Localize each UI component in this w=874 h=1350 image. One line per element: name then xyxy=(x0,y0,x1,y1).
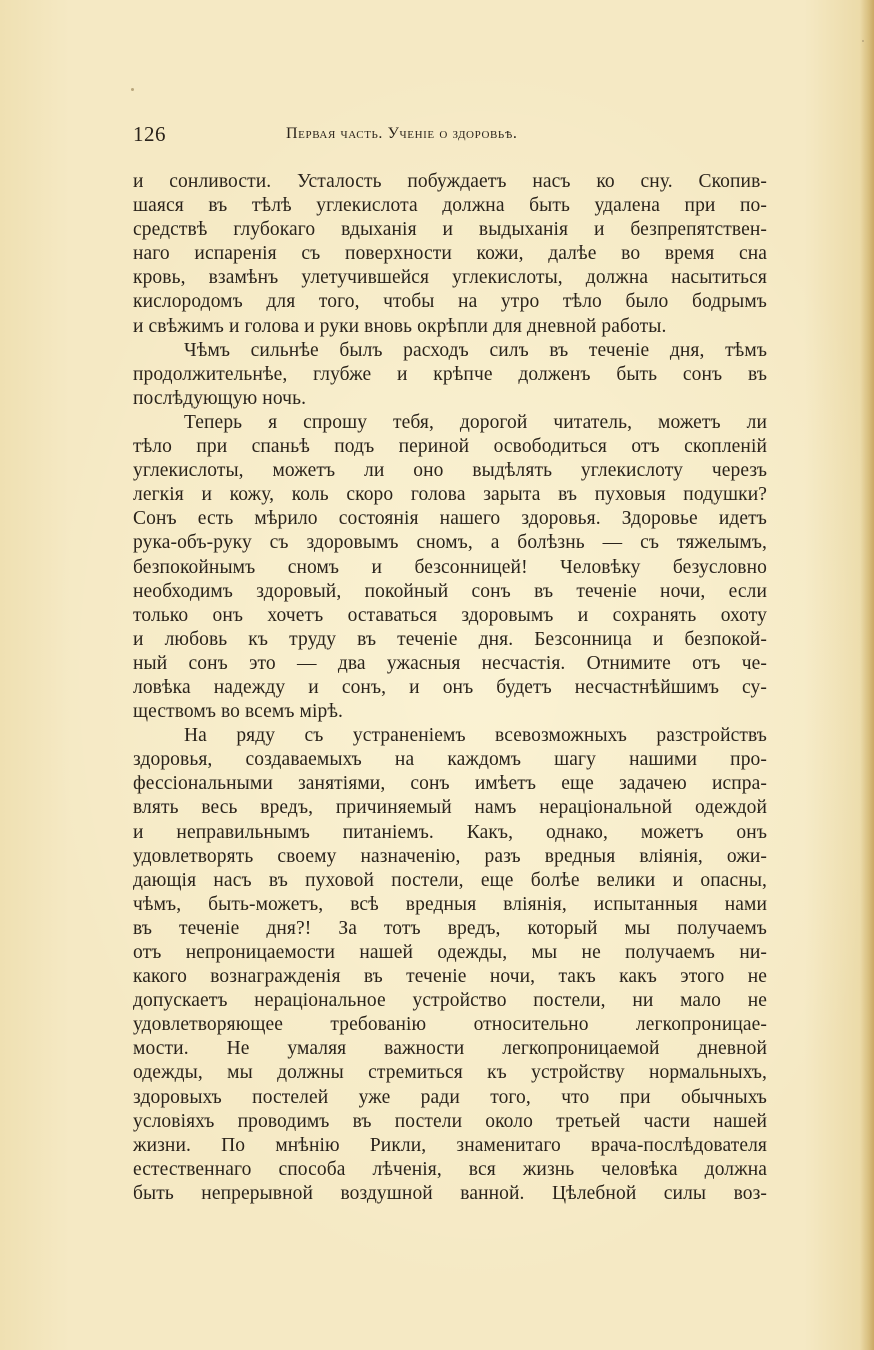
text-line: ловѣка надежду и сонъ, и онъ будетъ несчастнѣйшимъ су- xyxy=(133,676,767,698)
running-head: Первая часть. Ученіе о здоровьѣ. xyxy=(286,125,518,142)
text-line: и неправильнымъ питаніемъ. Какъ, однако, можетъ онъ xyxy=(133,821,767,843)
paper-speck xyxy=(862,40,864,42)
text-line: необходимъ здоровый, покойный сонъ въ теченіе ночи, если xyxy=(133,580,767,602)
text-line: Сонъ есть мѣрило состоянія нашего здоровья. Здоровье идетъ xyxy=(133,508,767,530)
text-line: здоровыхъ постелей уже ради того, что при обычныхъ xyxy=(133,1086,767,1108)
text-line: тѣло при спаньѣ подъ периной освободиться отъ скопленій xyxy=(133,436,767,458)
text-line: естественнаго способа лѣченія, вся жизнь человѣка должна xyxy=(133,1158,767,1180)
text-line: ный сонъ это — два ужасныя несчастія. Отнимите отъ че- xyxy=(133,652,767,674)
text-line: На ряду съ устраненіемъ всевозможныхъ разстройствъ xyxy=(184,725,767,747)
text-line: одежды, мы должны стремиться къ устройству нормальныхъ, xyxy=(133,1062,767,1084)
paper-speck xyxy=(131,88,134,91)
text-line: и любовь къ труду въ теченіе дня. Безсонница и безпокой- xyxy=(133,628,767,650)
text-line: Чѣмъ сильнѣе былъ расходъ силъ въ теченіе дня, тѣмъ xyxy=(184,339,767,361)
text-line: дающія насъ въ пуховой постели, еще болѣе велики и опасны, xyxy=(133,869,767,891)
text-line: углекислоты, можетъ ли оно выдѣлять углекислоту черезъ xyxy=(133,460,767,482)
text-line: наго испаренія съ поверхности кожи, далѣе во время сна xyxy=(133,243,767,265)
text-line: удовлетворять своему назначенію, разъ вредныя вліянія, ожи- xyxy=(133,845,767,867)
text-line: жизни. По мнѣнію Рикли, знаменитаго врача-послѣдователя xyxy=(133,1134,767,1156)
text-line: влять весь вредъ, причиняемый намъ нераціональной одеждой xyxy=(133,797,767,819)
text-line: допускаетъ нераціональное устройство постели, ни мало не xyxy=(133,990,767,1012)
text-line: и сонливости. Усталость побуждаетъ насъ ко сну. Скопив- xyxy=(133,171,767,192)
text-line: шаяся въ тѣлѣ углекислота должна быть удалена при по- xyxy=(133,195,767,217)
text-line: ществомъ во всемъ мірѣ. xyxy=(133,701,343,723)
page-header xyxy=(133,122,767,148)
text-line: здоровья, создаваемыхъ на каждомъ шагу нашими про- xyxy=(133,749,767,771)
text-line: средствѣ глубокаго вдыханія и выдыханія и безпрепятствен- xyxy=(133,219,767,241)
text-line: и свѣжимъ и голова и руки вновь окрѣпли для дневной работы. xyxy=(133,315,667,337)
page-edge-shadow xyxy=(860,0,874,1350)
text-line: Теперь я спрошу тебя, дорогой читатель, можетъ ли xyxy=(184,411,767,433)
body-text xyxy=(133,170,767,1206)
text-line: кровь, взамѣнъ улетучившейся углекислоты, должна насытиться xyxy=(133,267,767,289)
page-number: 126 xyxy=(133,122,166,146)
text-line: чѣмъ, быть-можетъ, всѣ вредныя вліянія, испытанныя нами xyxy=(133,893,767,915)
text-line: условіяхъ проводимъ въ постели около третьей части нашей xyxy=(133,1110,767,1132)
text-line: безпокойнымъ сномъ и безсонницей! Человѣку безусловно xyxy=(133,556,767,578)
text-line: продолжительнѣе, глубже и крѣпче долженъ быть сонъ въ xyxy=(133,363,767,385)
text-line: какого вознагражденія въ теченіе ночи, такъ какъ этого не xyxy=(133,966,767,988)
text-line: въ теченіе дня?! За тотъ вредъ, который мы получаемъ xyxy=(133,917,767,939)
text-line: только онъ хочетъ оставаться здоровымъ и сохранять охоту xyxy=(133,604,767,626)
text-line: фессіональными занятіями, сонъ имѣетъ еще задачею испра- xyxy=(133,773,767,795)
text-line: легкія и кожу, коль скоро голова зарыта въ пуховыя подушки? xyxy=(133,484,767,506)
text-line: мости. Не умаляя важности легкопроницаемой дневной xyxy=(133,1038,767,1060)
text-line: рука-объ-руку съ здоровымъ сномъ, а болѣзнь — съ тяжелымъ, xyxy=(133,532,767,554)
text-line: быть непрерывной воздушной ванной. Цѣлебной силы воз- xyxy=(133,1182,767,1204)
text-line: послѣдующую ночь. xyxy=(133,387,307,409)
text-line: удовлетворяющее требованію относительно легкопроницае- xyxy=(133,1014,767,1036)
text-line: кислородомъ для того, чтобы на утро тѣло было бодрымъ xyxy=(133,291,767,313)
text-line: отъ непроницаемости нашей одежды, мы не получаемъ ни- xyxy=(133,942,767,963)
